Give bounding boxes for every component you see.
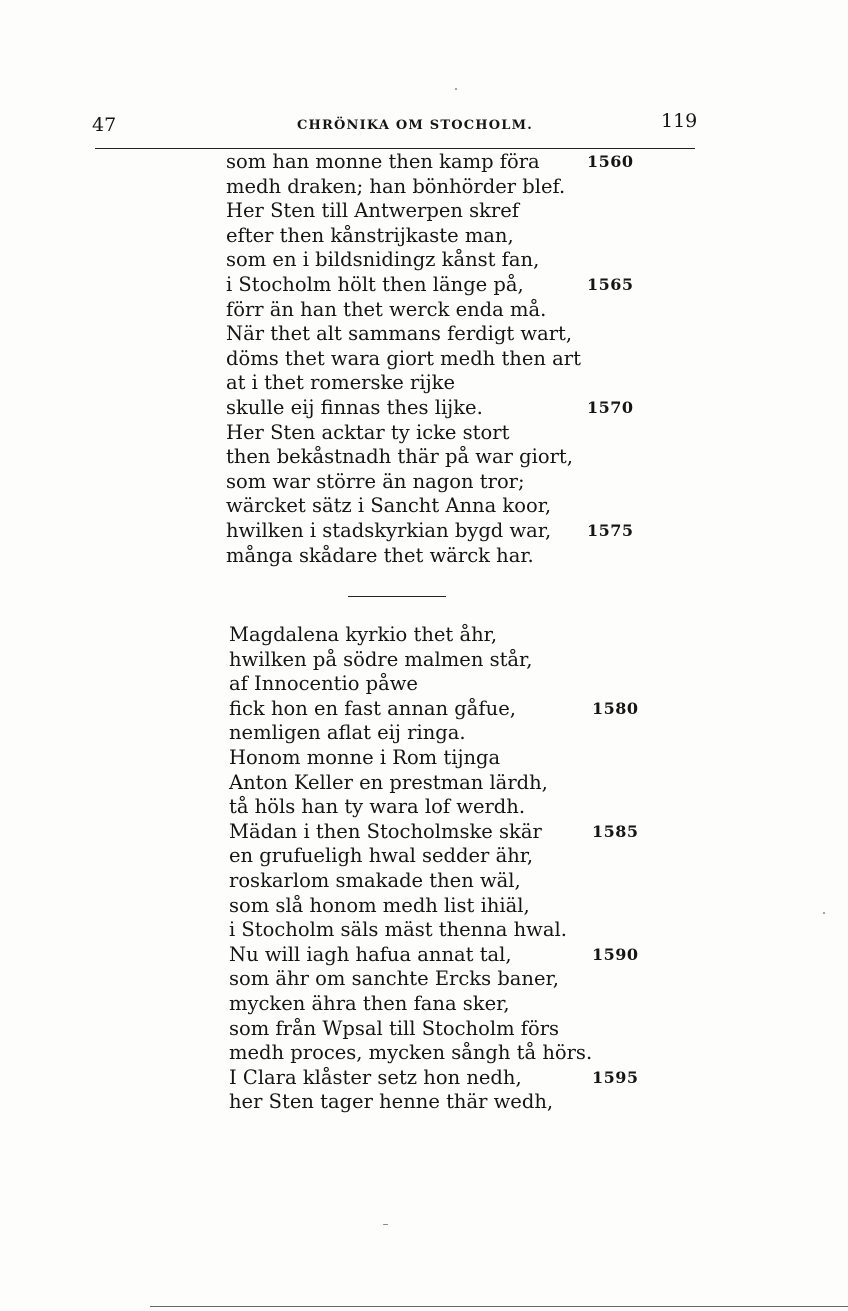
verse-line [226, 347, 581, 372]
verse-line [226, 544, 581, 569]
left-margin-number: 47 [92, 114, 117, 136]
verse-line [226, 272, 634, 298]
verse-line [229, 918, 592, 943]
verse-line [226, 518, 634, 544]
scan-speck [823, 912, 825, 914]
verse-text: som han monne then kamp föra [226, 150, 540, 173]
running-title: CHRÖNIKA OM STOCHOLM. [297, 118, 533, 133]
verse-line [229, 746, 592, 771]
verse-text: af Innocentio påwe [229, 672, 418, 696]
verse-text: Her Sten acktar ty icke stort [226, 420, 510, 444]
verse-text: Anton Keller en prestman lärdh, [229, 770, 548, 794]
verse-text: her Sten tager henne thär wedh, [229, 1090, 554, 1114]
verse-text: i Stocholm säls mäst thenna hwal. [229, 918, 567, 942]
line-number: 1575 [587, 520, 634, 540]
verse-text: i Stocholm hölt then länge på, [226, 272, 524, 296]
verse-text: Magdalena kyrkio thet åhr, [229, 623, 498, 646]
line-number: 1595 [592, 1067, 639, 1087]
line-number: 1580 [592, 698, 639, 718]
bottom-scan-edge [150, 1306, 848, 1307]
verse-text: fick hon en fast annan gåfue, [229, 696, 516, 720]
verse-text: som från Wpsal till Stocholm förs [229, 1016, 560, 1040]
page-number: 119 [661, 110, 698, 132]
verse-line [229, 771, 592, 796]
verse-text: efter then kånstrijkaste man, [226, 223, 514, 247]
verse-text: Honom monne i Rom tijnga [229, 745, 501, 769]
verse-text: medh draken; han bönhörder blef. [226, 174, 566, 198]
verse-text: en grufueligh hwal sedder ähr, [229, 844, 534, 868]
verse-line [226, 494, 581, 519]
scan-speck [455, 88, 457, 90]
verse-text: nemligen aflat eij ringa. [229, 721, 466, 745]
verse-text: Her Sten till Antwerpen skref [226, 199, 520, 223]
verse-line [226, 199, 581, 224]
verse-line [226, 224, 581, 249]
verse-text: roskarlom smakade then wäl, [229, 868, 521, 892]
verse-text: som war större än nagon tror; [226, 469, 525, 493]
verse-text: hwilken i stadskyrkian bygd war, [226, 518, 552, 542]
verse-line [229, 1017, 592, 1042]
verse-line [229, 869, 592, 894]
verse-text: många skådare thet wärck har. [226, 543, 534, 567]
verse-line [226, 421, 581, 446]
verse-line [229, 894, 592, 919]
verse-text: förr än han thet werck enda må. [226, 297, 547, 321]
section-divider [348, 596, 446, 597]
verse-line [229, 992, 592, 1017]
verse-line [229, 844, 592, 869]
verse-text: at i thet romerske rijke [226, 371, 456, 395]
verse-line [229, 1090, 592, 1115]
verse-text: tå höls han ty wara lof werdh. [229, 795, 526, 819]
verse-text: som en i bildsnidingz kånst fan, [226, 248, 540, 272]
line-number: 1560 [587, 152, 634, 171]
verse-line [229, 967, 592, 992]
verse-line [226, 395, 634, 421]
verse-line [229, 672, 592, 697]
line-number: 1565 [587, 274, 634, 294]
verse-line [226, 445, 581, 470]
verse-line [229, 696, 639, 722]
running-header [0, 0, 848, 160]
verse-text: then bekåstnadh thär på war giort, [226, 445, 573, 469]
verse-text: döms thet wara giort medh then art [226, 346, 581, 370]
verse-line [229, 648, 592, 673]
verse-line [226, 150, 634, 175]
verse-text: Mädan i then Stocholmske skär [229, 819, 542, 843]
verse-text: skulle eij finnas thes lijke. [226, 395, 483, 419]
verse-line [226, 248, 581, 273]
verse-line [229, 819, 639, 845]
verse-line [226, 322, 581, 347]
verse-text: När thet alt sammans ferdigt wart, [226, 322, 573, 346]
verse-text: I Clara klåster setz hon nedh, [229, 1065, 522, 1089]
verse-line [229, 795, 592, 820]
verse-text: som ähr om sanchte Ercks baner, [229, 967, 559, 991]
line-number: 1590 [592, 944, 639, 964]
verse-text: mycken ähra then fana sker, [229, 991, 510, 1015]
verse-text: wärcket sätz i Sancht Anna koor, [226, 494, 552, 518]
scan-speck [383, 1224, 388, 1225]
verse-text: Nu will iagh hafua annat tal, [229, 942, 512, 966]
verse-text: medh proces, mycken sångh tå hörs. [229, 1041, 593, 1065]
verse-line [229, 623, 592, 648]
verse-line [226, 298, 581, 323]
poem-stanza-1 [226, 150, 634, 568]
verse-line [229, 942, 639, 968]
line-number: 1570 [587, 397, 634, 417]
verse-line [226, 175, 581, 200]
header-rule [95, 148, 695, 149]
verse-line [229, 721, 592, 746]
verse-line [226, 371, 581, 396]
line-number: 1585 [592, 821, 639, 841]
verse-line [229, 1041, 592, 1066]
poem-stanza-2 [229, 623, 639, 1115]
verse-line [229, 1065, 639, 1091]
verse-text: hwilken på södre malmen står, [229, 647, 533, 671]
verse-line [226, 470, 581, 495]
verse-text: som slå honom medh list ihiäl, [229, 893, 530, 917]
